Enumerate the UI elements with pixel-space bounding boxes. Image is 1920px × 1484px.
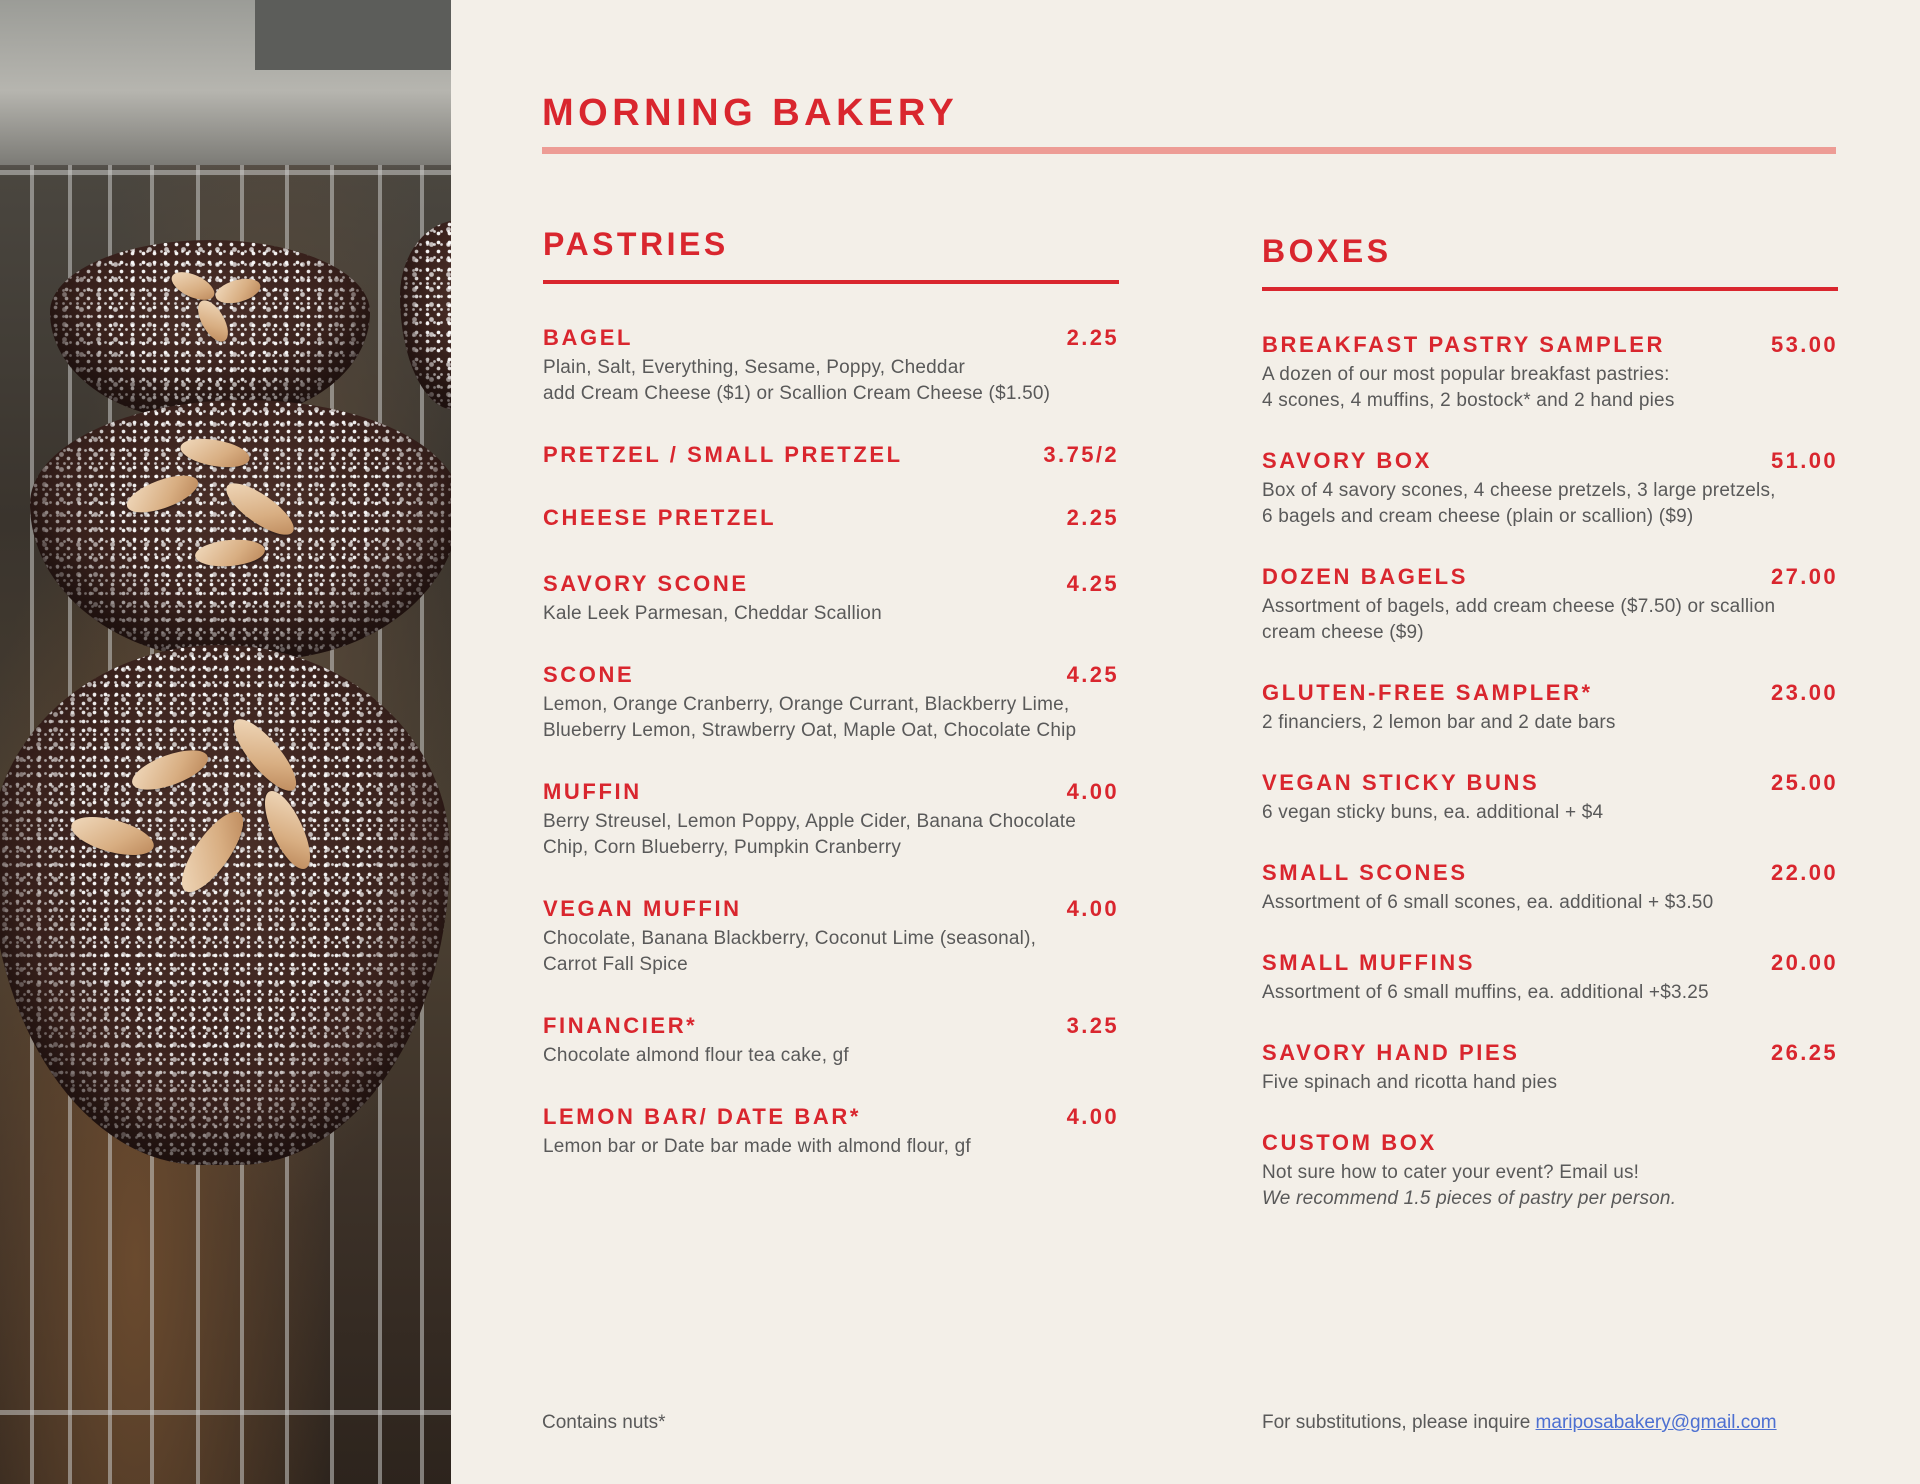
oven-background [255, 0, 451, 70]
menu-item-description: Assortment of bagels, add cream cheese ($7.50) or scallion [1262, 596, 1776, 617]
menu-item-name: BAGEL [543, 325, 633, 350]
menu-item-price: 3.75/2 [1043, 442, 1119, 467]
boxes-section [1262, 231, 1838, 1212]
muffin-photo [0, 0, 451, 1484]
menu-item-header [1262, 1038, 1838, 1068]
menu-item-header [543, 569, 1119, 599]
menu-item-price: 22.00 [1770, 860, 1838, 885]
menu-item-header [1262, 1128, 1838, 1158]
menu-item [543, 440, 1119, 470]
menu-item-name: MUFFIN [543, 779, 642, 804]
menu-item-price: 4.00 [1066, 779, 1119, 804]
menu-item-description: add Cream Cheese ($1) or Scallion Cream Cheese ($1.50) [543, 383, 1051, 404]
menu-item-description: Chocolate almond flour tea cake, gf [543, 1045, 849, 1066]
menu-item-header [543, 1102, 1119, 1132]
menu-item-price: 53.00 [1770, 332, 1838, 357]
menu-item-name: CHEESE PRETZEL [543, 505, 777, 530]
menu-item-description: Kale Leek Parmesan, Cheddar Scallion [543, 603, 882, 624]
menu-item-name: SAVORY SCONE [543, 571, 749, 596]
menu-item-description: Blueberry Lemon, Strawberry Oat, Maple Oat, Chocolate Chip [543, 720, 1077, 741]
menu-item-header [543, 894, 1119, 924]
boxes-heading: BOXES [1262, 233, 1392, 269]
menu-item [1262, 1128, 1838, 1212]
menu-item-description: 2 financiers, 2 lemon bar and 2 date bars [1262, 712, 1616, 733]
menu-item-description: Berry Streusel, Lemon Poppy, Apple Cider, Banana Chocolate [543, 811, 1077, 832]
menu-item-description: 4 scones, 4 muffins, 2 bostock* and 2 hand pies [1262, 390, 1675, 411]
menu-item-header [543, 1011, 1119, 1041]
menu-item-header [543, 660, 1119, 690]
menu-item-name: LEMON BAR/ DATE BAR* [543, 1104, 862, 1129]
menu-item-description: Plain, Salt, Everything, Sesame, Poppy, Cheddar [543, 357, 965, 378]
menu-item-price: 3.25 [1066, 1013, 1119, 1038]
menu-page [451, 0, 1920, 1484]
menu-item [543, 894, 1119, 978]
menu-item-description: 6 bagels and cream cheese (plain or scallion) ($9) [1262, 506, 1694, 527]
menu-item-description: 6 vegan sticky buns, ea. additional + $4 [1262, 802, 1604, 823]
boxes-divider [1262, 287, 1838, 291]
menu-item-description: A dozen of our most popular breakfast pastries: [1262, 364, 1670, 385]
menu-item-name: SAVORY HAND PIES [1262, 1040, 1520, 1065]
menu-item-header [1262, 330, 1838, 360]
menu-item [543, 503, 1119, 533]
menu-item [543, 1011, 1119, 1069]
menu-item-name: VEGAN MUFFIN [543, 896, 742, 921]
title-divider [542, 147, 1836, 154]
menu-item-name: BREAKFAST PASTRY SAMPLER [1262, 332, 1666, 357]
menu-item-description: Carrot Fall Spice [543, 954, 688, 975]
substitutions-text: For substitutions, please inquire [1262, 1412, 1536, 1433]
menu-item [543, 569, 1119, 627]
menu-item [1262, 562, 1838, 646]
menu-item-name: SCONE [543, 662, 635, 687]
menu-item [543, 777, 1119, 861]
pastries-divider [543, 280, 1119, 284]
menu-item-price: 51.00 [1770, 448, 1838, 473]
menu-item-description: Assortment of 6 small scones, ea. additional + $3.50 [1262, 892, 1714, 913]
menu-item [1262, 330, 1838, 414]
menu-item-price: 4.25 [1066, 662, 1119, 687]
menu-item-description: Chip, Corn Blueberry, Pumpkin Cranberry [543, 837, 902, 858]
nuts-note: Contains nuts* [542, 1412, 666, 1433]
menu-item [1262, 858, 1838, 916]
menu-item-price: 20.00 [1770, 950, 1838, 975]
menu-item-header [1262, 562, 1838, 592]
menu-item-description: Box of 4 savory scones, 4 cheese pretzels, 3 large pretzels, [1262, 480, 1776, 501]
menu-item-price: 23.00 [1770, 680, 1838, 705]
menu-item [1262, 1038, 1838, 1096]
menu-item [543, 323, 1119, 407]
pastries-section [543, 224, 1119, 1160]
menu-item-header [543, 323, 1119, 353]
menu-item-header [543, 503, 1119, 533]
menu-item [1262, 678, 1838, 736]
menu-item-description: Lemon, Orange Cranberry, Orange Currant, Blackberry Lime, [543, 694, 1070, 715]
menu-item-price: 26.25 [1770, 1040, 1838, 1065]
boxes-list [1262, 330, 1838, 1212]
menu-item [1262, 768, 1838, 826]
email-link[interactable]: mariposabakery@gmail.com [1535, 1412, 1777, 1433]
menu-item-price: 2.25 [1066, 505, 1119, 530]
menu-item-price: 2.25 [1066, 325, 1119, 350]
menu-item-header [1262, 948, 1838, 978]
menu-item-name: SAVORY BOX [1262, 448, 1432, 473]
menu-item-description: Chocolate, Banana Blackberry, Coconut Lime (seasonal), [543, 928, 1037, 949]
menu-item [543, 660, 1119, 744]
menu-item-price: 27.00 [1770, 564, 1838, 589]
menu-item-name: FINANCIER* [543, 1013, 698, 1038]
menu-item-description: Assortment of 6 small muffins, ea. additional +$3.25 [1262, 982, 1709, 1003]
menu-item-price: 25.00 [1770, 770, 1838, 795]
menu-item-header [1262, 858, 1838, 888]
menu-item-price: 4.25 [1066, 571, 1119, 596]
menu-item-price: 4.00 [1066, 1104, 1119, 1129]
menu-item-description: Not sure how to cater your event? Email us! [1262, 1162, 1640, 1183]
menu-item-name: SMALL MUFFINS [1262, 950, 1476, 975]
substitutions-note [1262, 1412, 1777, 1434]
menu-item-price: 4.00 [1066, 896, 1119, 921]
menu-item-name: GLUTEN-FREE SAMPLER* [1262, 680, 1593, 705]
menu-item [1262, 948, 1838, 1006]
menu-item-header [543, 777, 1119, 807]
menu-item-name: DOZEN BAGELS [1262, 564, 1468, 589]
menu-item-header [1262, 446, 1838, 476]
pastries-list [543, 323, 1119, 1160]
menu-item-header [1262, 678, 1838, 708]
menu-item-note: We recommend 1.5 pieces of pastry per person. [1262, 1188, 1677, 1209]
menu-item-name: PRETZEL / SMALL PRETZEL [543, 442, 903, 467]
page-title: MORNING BAKERY [542, 92, 959, 134]
menu-item-description: Five spinach and ricotta hand pies [1262, 1072, 1558, 1093]
menu-item-name: CUSTOM BOX [1262, 1130, 1437, 1155]
menu-item-name: VEGAN STICKY BUNS [1262, 770, 1540, 795]
menu-item-description: Lemon bar or Date bar made with almond flour, gf [543, 1136, 971, 1157]
menu-item [1262, 446, 1838, 530]
pastries-heading: PASTRIES [543, 226, 729, 262]
menu-item-header [1262, 768, 1838, 798]
menu-item [543, 1102, 1119, 1160]
menu-item-description: cream cheese ($9) [1262, 622, 1424, 643]
menu-item-header [543, 440, 1119, 470]
menu-item-name: SMALL SCONES [1262, 860, 1468, 885]
